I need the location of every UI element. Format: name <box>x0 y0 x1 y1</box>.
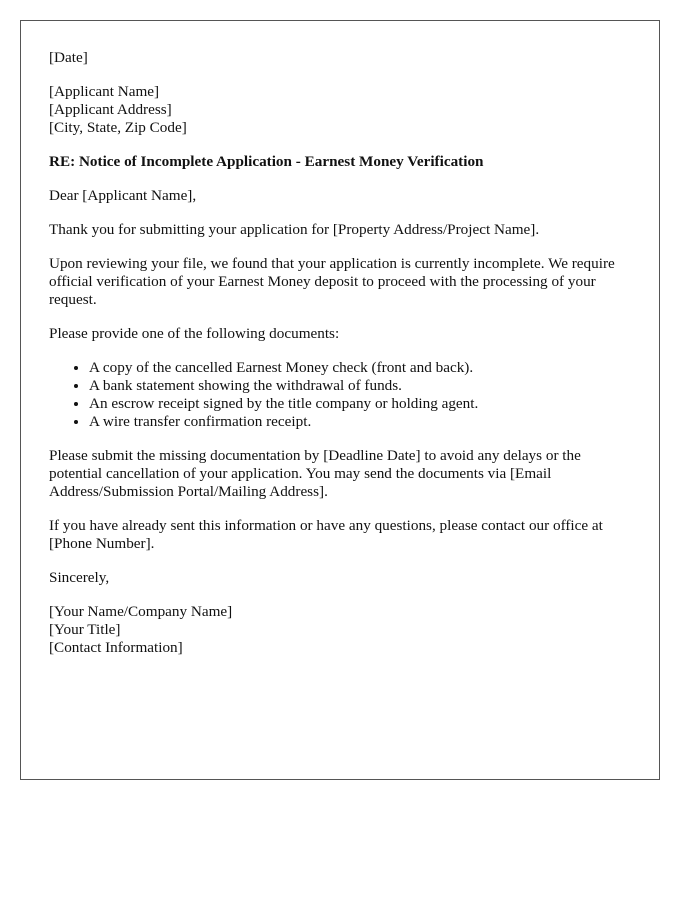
closing: Sincerely, <box>49 569 110 586</box>
letter <box>20 20 660 780</box>
recipient-address-block <box>49 83 631 137</box>
list-item: • An escrow receipt signed by the title company or holding agent. <box>89 395 631 413</box>
signature-contact: [Contact Information] <box>49 639 183 656</box>
recipient-city-state-zip: [City, State, Zip Code] <box>49 119 187 136</box>
salutation: Dear [Applicant Name], <box>49 187 197 204</box>
subject-line: RE: Notice of Incomplete Application - Earnest Money Verification <box>49 153 484 170</box>
documents-list <box>49 359 631 431</box>
contact-paragraph: If you have already sent this information or have any questions, please contact our office at [Phone Number]. <box>49 517 603 552</box>
list-item: • A bank statement showing the withdrawal of funds. <box>89 377 631 395</box>
signature-name: [Your Name/Company Name] <box>49 603 233 620</box>
submit-paragraph: Please submit the missing documentation by [Deadline Date] to avoid any delays or the potential cancellation of your application. You may send the documents via [Email Address/Submission Portal/Mailing Address]. <box>49 447 581 500</box>
recipient-name: [Applicant Name] <box>49 83 160 100</box>
signature-block <box>49 603 631 657</box>
list-item: • A copy of the cancelled Earnest Money check (front and back). <box>89 359 631 377</box>
thanks-paragraph: Thank you for submitting your application for [Property Address/Project Name]. <box>49 221 540 238</box>
letter-date: [Date] <box>49 49 88 66</box>
signature-title: [Your Title] <box>49 621 121 638</box>
review-paragraph: Upon reviewing your file, we found that your application is currently incomplete. We require official verification of your Earnest Money deposit to proceed with the processing of your request. <box>49 255 615 308</box>
list-item: • A wire transfer confirmation receipt. <box>89 413 631 431</box>
recipient-address: [Applicant Address] <box>49 101 172 118</box>
provide-paragraph: Please provide one of the following documents: <box>49 325 340 342</box>
